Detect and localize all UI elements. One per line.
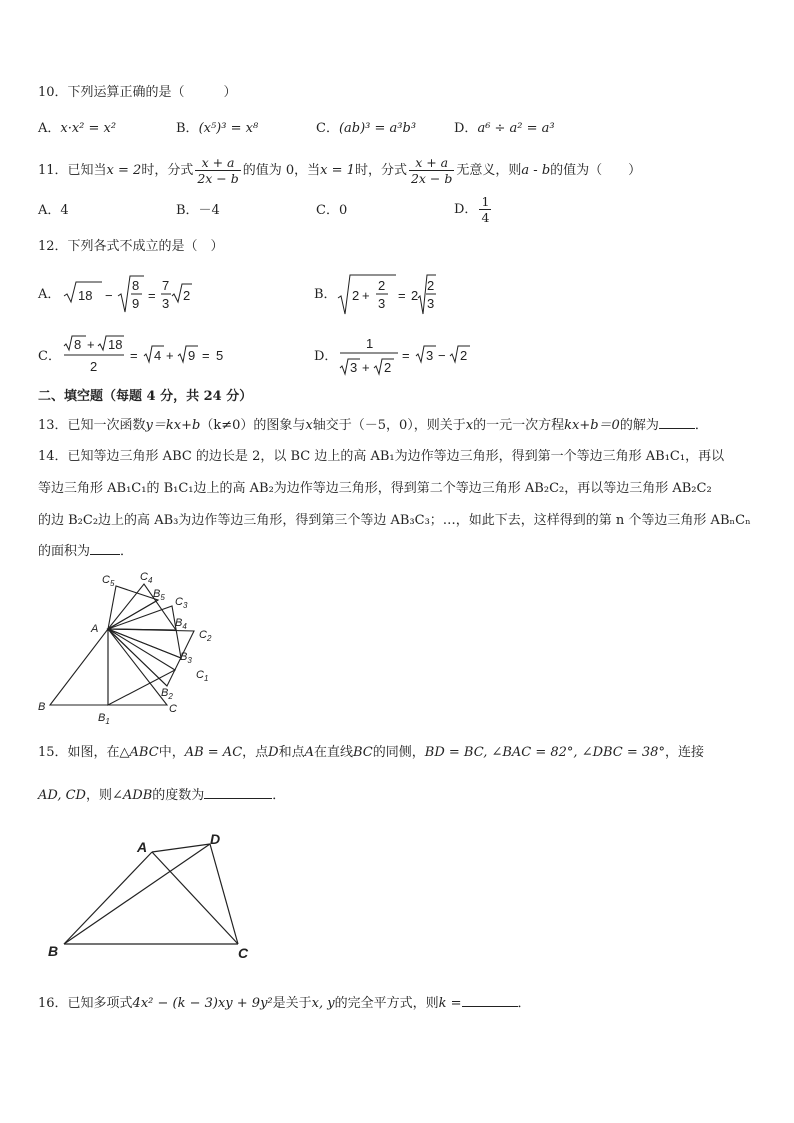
svg-text:+: + (362, 360, 370, 375)
svg-text:9: 9 (132, 296, 140, 311)
q14-label-a: A (91, 623, 99, 635)
q10-d-expr: a⁶ ÷ a² = a³ (477, 121, 555, 136)
q14-label-c2: $C_2$ (199, 629, 212, 643)
q14-label-c: C (169, 703, 177, 715)
q10-a-expr: x·x² = x² (60, 121, 117, 136)
q14-label-b3: $B_3$ (180, 651, 192, 665)
q12-option-b-formula (336, 272, 436, 318)
svg-text:8: 8 (74, 337, 82, 352)
q14-figure (36, 566, 226, 726)
q14-label-c3: $C_3$ (175, 596, 188, 610)
q11-option-a: A．4 (38, 203, 69, 218)
svg-text:=: = (202, 348, 210, 363)
q14-line-1: 14．已知等边三角形 ABC 的边长是 2，以 BC 边上的高 AB₁为边作等边三角形，得到第一个等边三角形 AB₁C₁，再以 (38, 449, 725, 464)
q11-fraction-1: $\frac{x + a}{2x - b}$ (197, 155, 239, 186)
svg-text:3: 3 (162, 296, 170, 311)
q13-stem: 13．已知一次函数y＝kx+b（k≠0）的图象与x轴交于（－5，0），则关于x的一元一次方程kx+b＝0的解为 ． (38, 418, 708, 433)
svg-text:+: + (166, 348, 174, 363)
section-2-heading: 二、填空题（每题 4 分，共 24 分） (38, 389, 253, 404)
q11-option-c: C．0 (316, 203, 348, 218)
svg-text:2: 2 (411, 288, 419, 303)
svg-text:=: = (398, 288, 406, 303)
svg-text:8: 8 (132, 278, 140, 293)
q10-option-d (454, 120, 555, 138)
q12-option-d-formula (338, 332, 478, 378)
svg-text:18: 18 (78, 288, 93, 303)
q14-line-4: 的面积为 ． (38, 544, 134, 559)
q11-text-2: 时，分式 (141, 163, 194, 178)
q11-target: a - b (521, 163, 551, 178)
svg-text:1: 1 (366, 336, 374, 351)
svg-text:2: 2 (460, 348, 468, 363)
q14-answer-blank[interactable] (90, 542, 120, 555)
q10-b-label: B． (176, 121, 199, 136)
svg-text:2: 2 (90, 359, 98, 374)
q11-d-fraction: $\frac{1}{4}$ (481, 194, 490, 225)
svg-text:2: 2 (183, 288, 191, 303)
q10-d-label: D． (454, 121, 478, 136)
q10-c-label: C． (316, 121, 339, 136)
q10-option-c (316, 120, 416, 138)
q11-text-4: 时，分式 (354, 163, 407, 178)
svg-text:3: 3 (427, 296, 435, 311)
svg-text:18: 18 (108, 337, 123, 352)
q14-label-b: B (38, 701, 46, 713)
q12-b-label: B． (314, 287, 337, 302)
svg-text:3: 3 (378, 296, 386, 311)
svg-text:9: 9 (188, 348, 196, 363)
q11-fraction-2: $\frac{x + a}{2x - b}$ (410, 155, 453, 186)
q11-text-6: 的值为（ ） (550, 163, 642, 178)
q12-d-label: D． (314, 349, 338, 364)
q10-c-expr: (ab)³ = a³b³ (338, 121, 417, 136)
svg-text:=: = (130, 348, 138, 363)
svg-text:4: 4 (154, 348, 162, 363)
q11-text-1: 11．已知当 (38, 163, 107, 178)
q15-answer-blank[interactable] (204, 786, 272, 799)
q10-a-label: A． (38, 121, 61, 136)
svg-text:2: 2 (384, 360, 392, 375)
svg-text:+: + (362, 288, 370, 303)
q12-option-c-formula (62, 332, 232, 378)
q14-label-c5: $C_5$ (102, 574, 115, 588)
svg-text:7: 7 (162, 278, 170, 293)
svg-text:2: 2 (378, 278, 386, 293)
svg-text:−: − (105, 288, 113, 303)
q15-line-1: 15．如图，在△ABC中，AB = AC，点D和点A在直线BC的同侧，BD = BC, ∠BAC = 82°, ∠DBC = 38°，连接 (38, 745, 704, 760)
q10-b-expr: (x⁵)³ = x⁸ (198, 121, 259, 136)
q11-option-b: B．－4 (176, 203, 220, 218)
q16-stem: 16．已知多项式4x² − (k − 3)xy + 9y²是关于x, y的完全平方式，则k = ． (38, 996, 531, 1011)
q14-label-c4: $C_4$ (140, 571, 153, 585)
q12-a-label: A． (38, 287, 61, 302)
q14-label-b5: $B_5$ (153, 588, 165, 602)
q12-option-a-formula (62, 272, 192, 318)
svg-text:2: 2 (427, 278, 435, 293)
svg-text:=: = (148, 288, 156, 303)
q10-option-b (176, 120, 258, 138)
q14-label-b1: $B_1$ (98, 712, 110, 726)
q11-text-5: 无意义，则 (456, 163, 522, 178)
svg-text:−: − (438, 348, 446, 363)
q11-stem (38, 153, 641, 189)
q15-label-b: B (48, 943, 59, 959)
q15-label-c: C (238, 945, 249, 961)
q10-stem: 10．下列运算正确的是（ ） (38, 85, 237, 100)
svg-text:5: 5 (216, 348, 224, 363)
q15-figure (40, 828, 270, 968)
q10-option-a (38, 120, 116, 138)
svg-text:+: + (87, 337, 95, 352)
q11-cond1: x = 2 (106, 163, 142, 178)
svg-text:3: 3 (426, 348, 434, 363)
q15-label-a: A (137, 839, 148, 855)
q14-label-c1: $C_1$ (196, 669, 209, 683)
q13-answer-blank[interactable] (659, 416, 695, 429)
svg-text:=: = (402, 348, 410, 363)
q14-line-3: 的边 B₂C₂边上的高 AB₃为边作等边三角形，得到第三个等边 AB₃C₃；…，如此下去，这样得到的第 n 个等边三角形 ABₙCₙ (38, 513, 751, 528)
q15-label-d: D (210, 831, 221, 847)
q14-line-2: 等边三角形 AB₁C₁的 B₁C₁边上的高 AB₂为边作等边三角形，得到第二个等边三角形 AB₂C₂，再以等边三角形 AB₂C₂ (38, 481, 712, 496)
q14-label-b2: $B_2$ (161, 687, 173, 701)
q11-text-3: 的值为 0，当 (242, 163, 321, 178)
q12-c-label: C． (38, 349, 61, 364)
q14-label-b4: $B_4$ (175, 617, 187, 631)
q11-option-d: D． $\frac{1}{4}$ (454, 194, 490, 225)
q16-answer-blank[interactable] (462, 994, 518, 1007)
q11-cond2: x = 1 (320, 163, 355, 178)
q15-line-2: AD, CD，则∠ADB的度数为 ． (38, 788, 286, 803)
svg-text:3: 3 (350, 360, 358, 375)
svg-text:2: 2 (352, 288, 360, 303)
q12-stem: 12．下列各式不成立的是（ ） (38, 239, 224, 254)
